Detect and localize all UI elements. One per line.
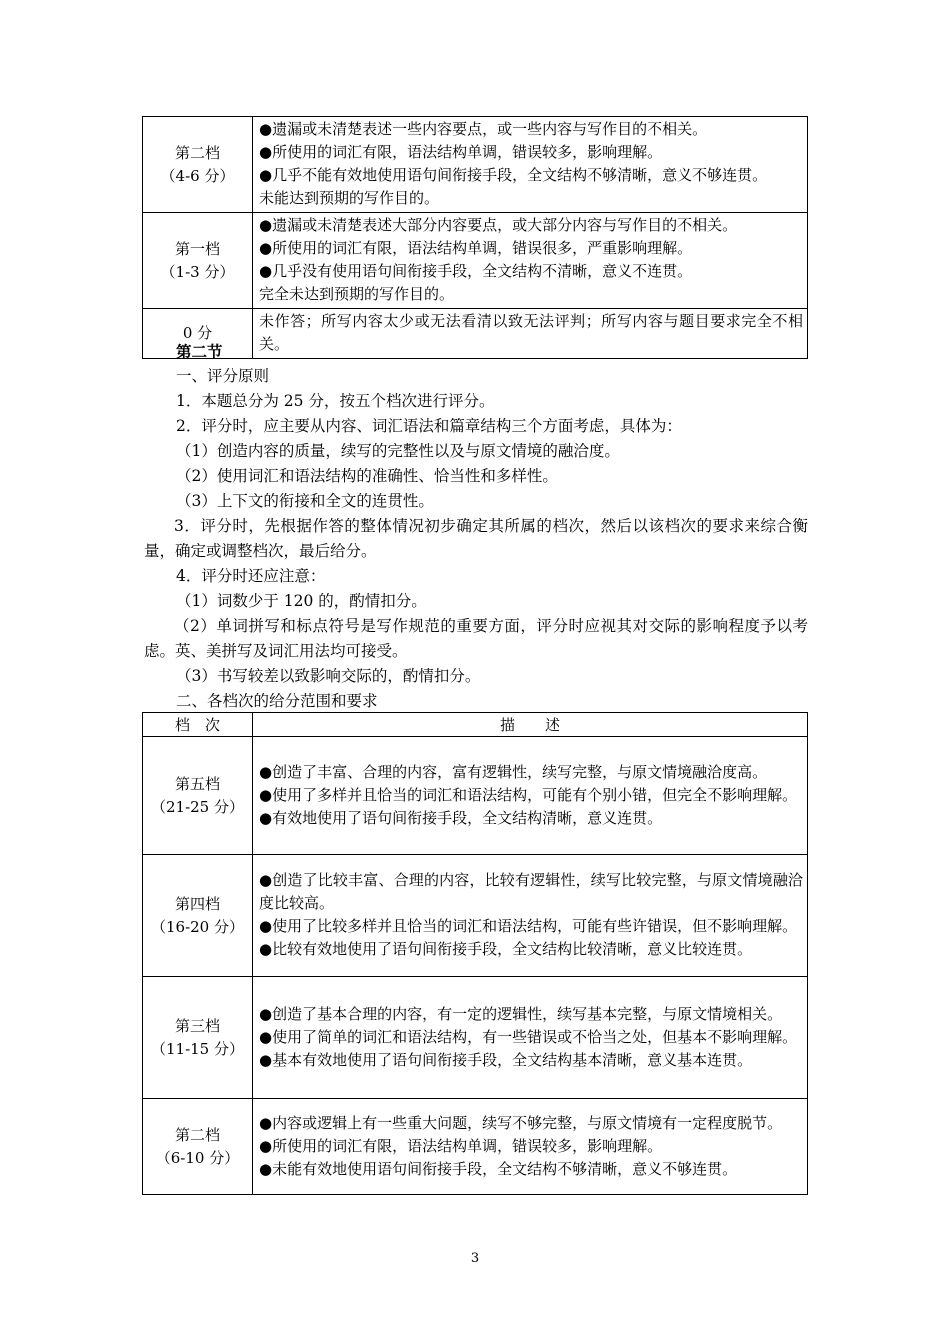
paragraph: （1）创造内容的质量，续写的完整性以及与原文情境的融洽度。 [176, 442, 620, 460]
level-cell: 0 分 [143, 309, 253, 359]
description-item: ●所使用的词汇有限，语法结构单调，错误较多，影响理解。 [259, 1136, 663, 1155]
header-description: 描 述 [253, 713, 808, 737]
description-line: ●遗漏或未清楚表述大部分内容要点，或大部分内容与写作目的不相关。 [259, 216, 738, 234]
description-item: ●比较有效地使用了语句间衔接手段，全文结构比较清晰，意义比较连贯。 [259, 940, 753, 958]
level-name: 第三档 [174, 1016, 220, 1035]
table-row [143, 213, 808, 309]
level-name: 第四档 [174, 894, 220, 913]
level-range: （21-25 分） [150, 797, 244, 816]
level-cell [143, 117, 253, 213]
level-cell [143, 855, 253, 977]
section-title: 第二节 [176, 342, 223, 361]
description-item: ●使用了多样并且恰当的词汇和语法结构，可能有个别小错，但完全不影响理解。 [259, 785, 798, 804]
paragraph: （1）词数少于 120 的，酌情扣分。 [176, 592, 427, 610]
table-row [143, 737, 808, 855]
description-item: ●基本有效地使用了语句间衔接手段，全文结构基本清晰，意义基本连贯。 [259, 1050, 753, 1069]
paragraph: （2）单词拼写和标点符号是写作规范的重要方面，评分时应视其对交际的影响程度予以考虑。英、美拼写及词汇用法均可接受。 [144, 617, 808, 660]
header-level: 档 次 [143, 713, 253, 737]
description-item: ●创造了基本合理的内容，有一定的逻辑性，续写基本完整，与原文情境相关。 [259, 1004, 783, 1023]
description-line: ●遗漏或未清楚表述一些内容要点，或一些内容与写作目的不相关。 [259, 120, 708, 138]
description-cell [253, 213, 808, 309]
paragraph: （3）上下文的衔接和全文的连贯性。 [176, 492, 434, 510]
principles-heading: 一、评分原则 [176, 367, 270, 385]
table-row [143, 1099, 808, 1195]
level-range: （6-10 分） [155, 1148, 240, 1167]
description-cell [253, 1099, 808, 1195]
description-item: ●使用了简单的词汇和语法结构，有一些错误或不恰当之处，但基本不影响理解。 [259, 1027, 798, 1046]
level-range: （4-6 分） [160, 166, 235, 185]
description-item: ●未能有效地使用语句间衔接手段，全文结构不够清晰，意义不够连贯。 [259, 1159, 738, 1178]
paragraph: 3．评分时，先根据作答的整体情况初步确定其所属的档次，然后以该档次的要求来综合衡量，确定或调整档次，最后给分。 [144, 517, 808, 560]
level-name: 第五档 [174, 774, 220, 793]
level-name: 第二档 [174, 143, 220, 162]
level-range: （11-15 分） [150, 1039, 244, 1058]
level-name: 第二档 [174, 1125, 220, 1144]
page-number: 3 [470, 1251, 480, 1266]
description-line: 完全未达到预期的写作目的。 [259, 285, 455, 303]
description-cell [253, 855, 808, 977]
description-cell [253, 977, 808, 1099]
paragraph: （3）书写较差以致影响交际的，酌情扣分。 [176, 667, 481, 685]
table-row [143, 977, 808, 1099]
level-cell [143, 737, 253, 855]
description-item: ●使用了比较多样并且恰当的词汇和语法结构，可能有些许错误，但不影响理解。 [259, 917, 798, 935]
level-name: 第一档 [174, 239, 220, 258]
description-line: ●所使用的词汇有限，语法结构单调，错误很多，严重影响理解。 [259, 239, 693, 257]
description-line: 未能达到预期的写作目的。 [259, 189, 440, 207]
level-range: （1-3 分） [160, 262, 235, 281]
paragraph: 1．本题总分为 25 分，按五个档次进行评分。 [176, 392, 495, 410]
description-cell [253, 737, 808, 855]
description-cell [253, 117, 808, 213]
level-cell [143, 1099, 253, 1195]
section2-body [144, 339, 808, 714]
description-line: ●几乎不能有效地使用语句间衔接手段，全文结构不够清晰，意义不够连贯。 [259, 166, 768, 184]
description-text: 未作答；所写内容太少或无法看清以致无法评判；所写内容与题目要求完全不相关。 [259, 312, 803, 353]
scoring-table-section2 [142, 712, 808, 1195]
table-row [143, 117, 808, 213]
level-range: （16-20 分） [150, 917, 244, 936]
level-cell [143, 977, 253, 1099]
description-item: ●创造了比较丰富、合理的内容，比较有逻辑性，续写比较完整，与原文情境融洽度比较高。 [259, 871, 803, 912]
paragraph: （2）使用词汇和语法结构的准确性、恰当性和多样性。 [176, 467, 558, 485]
table-row [143, 855, 808, 977]
paragraph: 4．评分时还应注意： [176, 567, 326, 585]
description-item: ●有效地使用了语句间衔接手段，全文结构清晰，意义连贯。 [259, 808, 663, 827]
table-header-row [143, 713, 808, 737]
description-item: ●内容或逻辑上有一些重大问题，续写不够完整，与原文情境有一定程度脱节。 [259, 1113, 783, 1132]
level-cell [143, 213, 253, 309]
scoring-table-section1 [142, 116, 808, 359]
description-item: ●创造了丰富、合理的内容，富有逻辑性，续写完整，与原文情境融洽度高。 [259, 762, 768, 781]
paragraph: 2．评分时，应主要从内容、词汇语法和篇章结构三个方面考虑，具体为： [176, 417, 682, 435]
description-line: ●所使用的词汇有限，语法结构单调，错误较多，影响理解。 [259, 143, 663, 161]
description-line: ●几乎没有使用语句间衔接手段，全文结构不清晰，意义不连贯。 [259, 262, 693, 280]
ranges-heading: 二、各档次的给分范围和要求 [176, 692, 378, 710]
